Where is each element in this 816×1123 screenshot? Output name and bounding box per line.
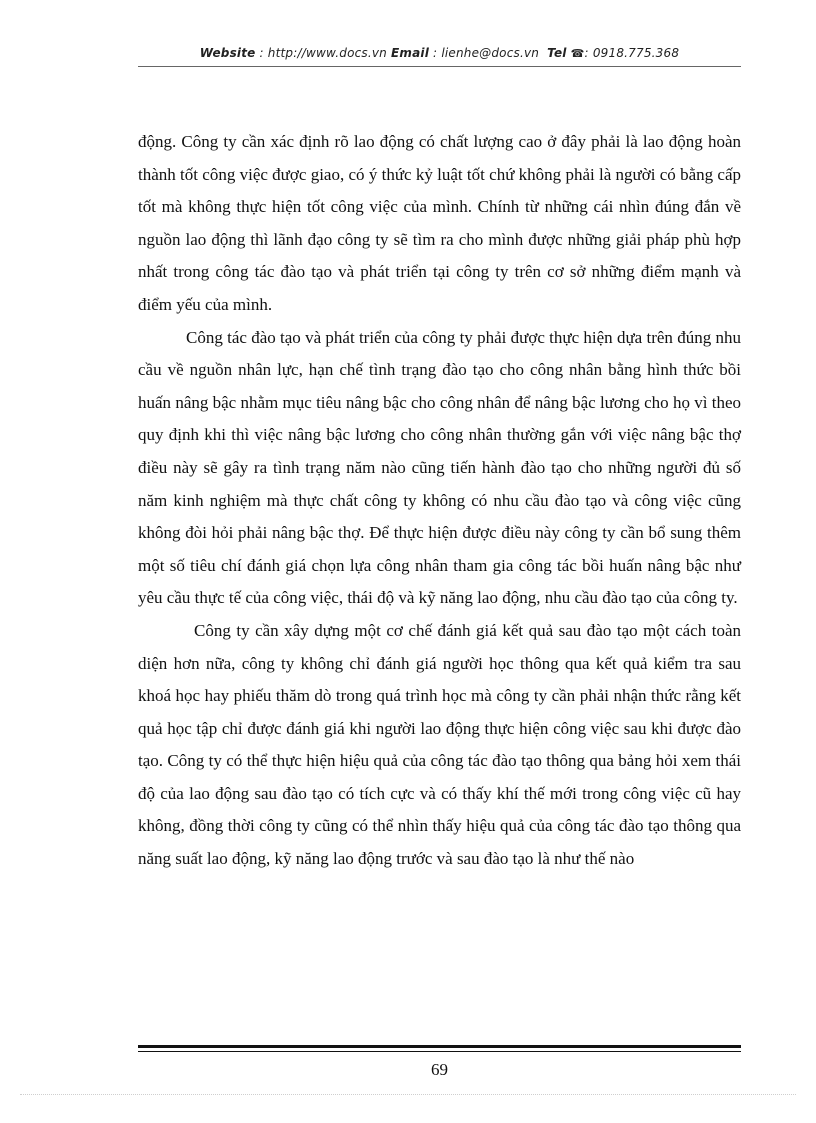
website-link[interactable]: http://www.docs.vn: [267, 46, 387, 60]
footer-divider-thick: [138, 1045, 741, 1048]
page-number: 69: [431, 1060, 448, 1079]
tel-label: Tel: [547, 46, 567, 60]
paragraph-3: Công ty cần xây dựng một cơ chế đánh giá kết quả sau đào tạo một cách toàn diện hơn nữa, công ty không chỉ đánh giá người học thông qua kết quả kiểm tra sau khoá học hay phiếu thăm dò trong quá trình học mà công ty cần phải nhận thức rằng kết quả học tập chỉ được đánh giá khi người lao động thực hiện công việc sau khi được đào tạo. Công ty có thể thực hiện hiệu quả của công tác đào tạo thông qua bảng hỏi xem thái độ của lao động sau đào tạo có tích cực và có thấy khí thế mới trong công việc cũ hay không, đồng thời công ty cũng có thể nhìn thấy hiệu quả của công tác đào tạo thông qua năng suất lao động, kỹ năng lao động trước và sau đào tạo là như thế nào: [138, 620, 741, 869]
website-label: Website: [199, 46, 256, 60]
header-divider: [138, 66, 741, 67]
footer-divider-thin: [138, 1051, 741, 1052]
paragraph-1: động. Công ty cần xác định rõ lao động có chất lượng cao ở đây phải là lao động hoàn thành tốt công việc được giao, có ý thức kỷ luật tốt chứ không phải là người có bằng cấp tốt mà không thực hiện tốt công việc của mình. Chính từ những cái nhìn đúng đắn về nguồn lao động thì lãnh đạo công ty sẽ tìm ra cho mình được những giải pháp phù hợp nhất trong công tác đào tạo và phát triển tại công ty trên cơ sở những điểm mạnh và điểm yếu của mình.: [138, 132, 741, 314]
page-edge-divider: [20, 1094, 796, 1095]
tel-value: 0918.775.368: [592, 46, 680, 60]
email-label: Email: [391, 46, 430, 60]
document-body: [138, 126, 741, 876]
paragraph-2: Công tác đào tạo và phát triển của công ty phải được thực hiện dựa trên đúng nhu cầu về nguồn nhân lực, hạn chế tình trạng đào tạo cho công nhân bằng hình thức bồi huấn nâng bậc nhằm mục tiêu nâng bậc cho công nhân để nâng bậc lương cho họ vì theo quy định khi thì việc nâng bậc lương cho công nhân thường gắn với việc nâng bậc thợ điều này sẽ gây ra tình trạng năm nào cũng tiến hành đào tạo cho những người đủ số năm kinh nghiệm mà thực chất công ty không có nhu cầu đào tạo và công việc cũng không đòi hỏi phải nâng bậc thợ. Để thực hiện được điều này công ty cần bổ sung thêm một số tiêu chí đánh giá chọn lựa công nhân tham gia công tác bồi huấn nâng bậc như yêu cầu thực tế của công việc, thái độ và kỹ năng lao động, nhu cầu đào tạo của công ty.: [138, 327, 741, 608]
phone-icon: ☎: [570, 47, 585, 60]
page-header: Website : http://www.docs.vn Email : lienhe@docs.vn Tel ☎: 0918.775.368: [199, 46, 680, 60]
email-link[interactable]: lienhe@docs.vn: [441, 46, 540, 60]
